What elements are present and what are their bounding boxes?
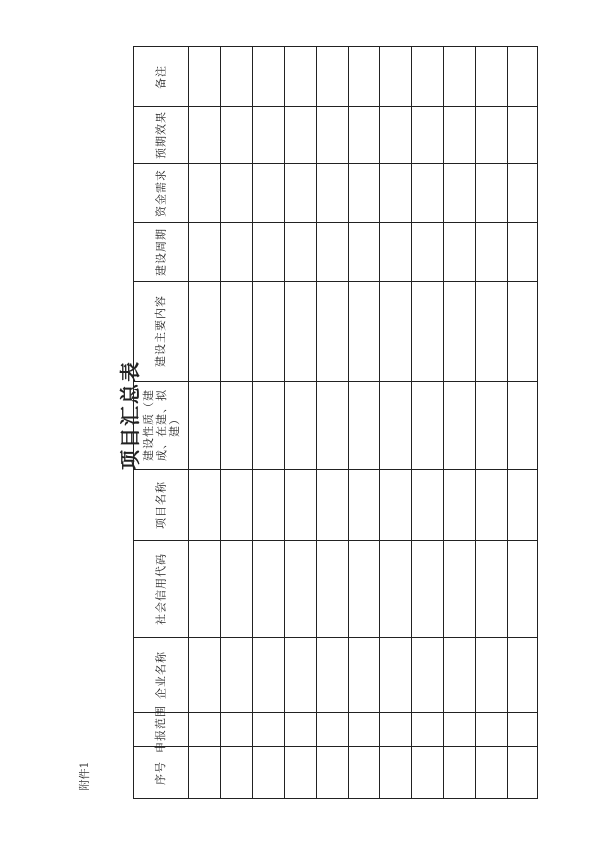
row-divider [443, 47, 444, 798]
column-divider [134, 381, 537, 382]
column-header: 序号 [154, 761, 167, 785]
column-header: 社会信用代码 [154, 552, 167, 625]
column-header: 项目名称 [154, 480, 167, 529]
column-header: 预期效果 [154, 110, 167, 159]
column-header: 建设周期 [154, 227, 167, 276]
column-divider [134, 712, 537, 713]
column-header: 企业名称 [154, 650, 167, 699]
column-divider [134, 106, 537, 107]
summary-table [133, 46, 538, 799]
column-divider [134, 163, 537, 164]
column-divider [134, 746, 537, 747]
row-divider [284, 47, 285, 798]
row-divider [379, 47, 380, 798]
column-divider [134, 637, 537, 638]
column-divider [134, 540, 537, 541]
column-divider [134, 469, 537, 470]
column-divider [134, 281, 537, 282]
column-header: 资金需求 [154, 168, 167, 217]
row-divider [475, 47, 476, 798]
row-divider [348, 47, 349, 798]
column-header: 建设性质（建成、在建、拟建） [141, 389, 181, 461]
column-header: 备注 [154, 64, 167, 89]
row-divider [411, 47, 412, 798]
column-header: 申报范围 [154, 705, 167, 753]
header-divider [188, 47, 189, 798]
row-divider [252, 47, 253, 798]
row-divider [316, 47, 317, 798]
column-header: 建设主要内容 [154, 295, 167, 367]
column-divider [134, 222, 537, 223]
attachment-label: 附件1 [78, 761, 91, 791]
row-divider [507, 47, 508, 798]
page-title: 项目汇总表 [118, 360, 142, 470]
row-divider [220, 47, 221, 798]
